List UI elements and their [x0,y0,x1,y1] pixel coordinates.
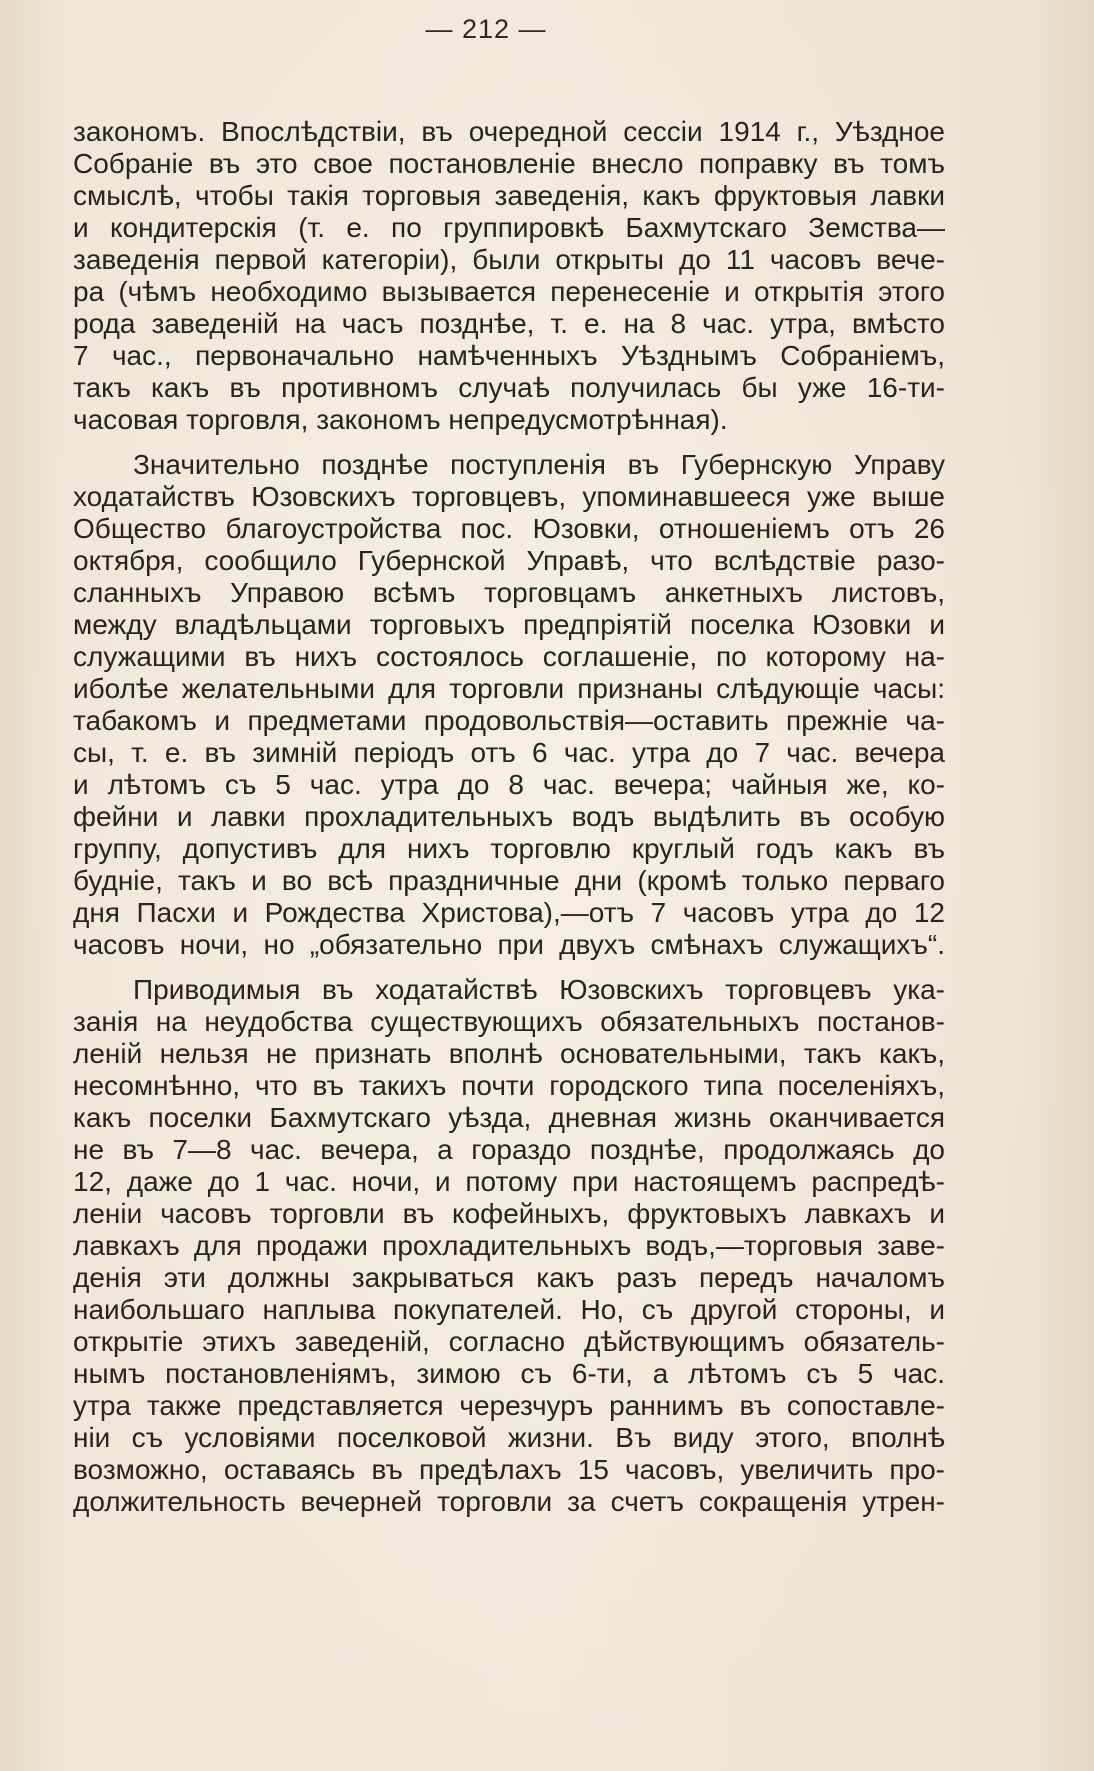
text-line: 12, даже до 1 час. ночи, и потому при настоящемъ распредѣ- [73,1166,945,1197]
text-line: между владѣльцами торговыхъ предпріятій поселка Юзовки и [73,609,945,640]
text-line: такъ какъ въ противномъ случаѣ получилась бы уже 16-ти- [73,372,945,403]
text-line: закономъ. Впослѣдствіи, въ очередной сессіи 1914 г., Уѣздное [73,116,945,147]
text-line: возможно, оставаясь въ предѣлахъ 15 часовъ, увеличить про- [73,1454,945,1485]
text-line: Собраніе въ это свое постановленіе внесло поправку въ томъ [73,148,945,179]
text-line: часовая торговля, закономъ непредусмотрѣнная). [73,404,728,435]
text-line: занія на неудобства существующихъ обязательныхъ постанов- [73,1006,945,1037]
text-line: не въ 7—8 час. вечера, а гораздо позднѣе, продолжаясь до [73,1134,945,1165]
text-line: ра (чѣмъ необходимо вызывается перенесеніе и открытія этого [73,276,945,307]
text-line: заведенія первой категоріи), были открыты до 11 часовъ вече- [73,244,945,275]
paragraph-1 [73,116,945,436]
text-line: рода заведеній на часъ позднѣе, т. е. на 8 час. утра, вмѣсто [73,308,945,339]
text-line: нымъ постановленіямъ, зимою съ 6-ти, а лѣтомъ съ 5 час. [73,1358,945,1389]
text-line: сланныхъ Управою всѣмъ торговцамъ анкетныхъ листовъ, [73,577,945,608]
text-line: смыслѣ, чтобы такія торговыя заведенія, какъ фруктовыя лавки [73,180,945,211]
text-line: наибольшаго наплыва покупателей. Но, съ другой стороны, и [73,1294,945,1325]
text-line: открытіе этихъ заведеній, согласно дѣйствующимъ обязатель- [73,1326,945,1357]
body-text [73,116,945,1531]
text-line: 7 час., первоначально намѣченныхъ Уѣзднымъ Собраніемъ, [73,340,945,371]
text-line: сы, т. е. въ зимній періодъ отъ 6 час. утра до 7 час. вечера [73,737,945,768]
text-line: утра также представляется черезчуръ раннимъ въ сопоставле- [73,1390,945,1421]
text-line: леніи часовъ торговли въ кофейныхъ, фруктовыхъ лавкахъ и [73,1198,945,1229]
page-number: — 212 — [425,14,547,44]
text-line: служащими въ нихъ состоялось соглашеніе, по которому на- [73,641,945,672]
text-line: группу, допустивъ для нихъ торговлю круглый годъ какъ въ [73,833,945,864]
text-line: дня Пасхи и Рождества Христова),—отъ 7 часовъ утра до 12 [73,897,945,928]
paragraph-2 [73,449,945,961]
paragraph-3 [73,974,945,1518]
text-line: и кондитерскія (т. е. по группировкѣ Бахмутскаго Земства— [73,212,945,243]
text-line: Общество благоустройства пос. Юзовки, отношеніемъ отъ 26 [73,513,945,544]
text-line: Приводимыя въ ходатайствѣ Юзовскихъ торговцевъ ука- [133,974,945,1005]
text-line: какъ поселки Бахмутскаго уѣзда, дневная жизнь оканчивается [73,1102,945,1133]
text-line: несомнѣнно, что въ такихъ почти городского типа поселеніяхъ, [73,1070,945,1101]
text-line: ніи съ условіями поселковой жизни. Въ виду этого, вполнѣ [73,1422,945,1453]
text-line: денія эти должны закрываться какъ разъ передъ началомъ [73,1262,945,1293]
text-line: табакомъ и предметами продовольствія—оставить прежніе ча- [73,705,945,736]
text-line: Значительно позднѣе поступленія въ Губернскую Управу [133,449,945,480]
text-line: фейни и лавки прохладительныхъ водъ выдѣлить въ особую [73,801,945,832]
text-line: иболѣе желательными для торговли признаны слѣдующіе часы: [73,673,945,704]
text-line: лавкахъ для продажи прохладительныхъ водъ,—торговыя заве- [73,1230,945,1261]
text-line: часовъ ночи, но „обязательно при двухъ смѣнахъ служащихъ“. [73,929,945,960]
text-line: ходатайствъ Юзовскихъ торговцевъ, упоминавшееся уже выше [73,481,945,512]
text-line: октября, сообщило Губернской Управѣ, что вслѣдствіе разо- [73,545,945,576]
text-line: и лѣтомъ съ 5 час. утра до 8 час. вечера; чайныя же, ко- [73,769,945,800]
text-line: должительность вечерней торговли за счетъ сокращенія утрен- [73,1486,945,1517]
text-line: будніе, такъ и во всѣ праздничные дни (кромѣ только перваго [73,865,945,896]
text-line: леній нельзя не признать вполнѣ основательными, такъ какъ, [73,1038,945,1069]
